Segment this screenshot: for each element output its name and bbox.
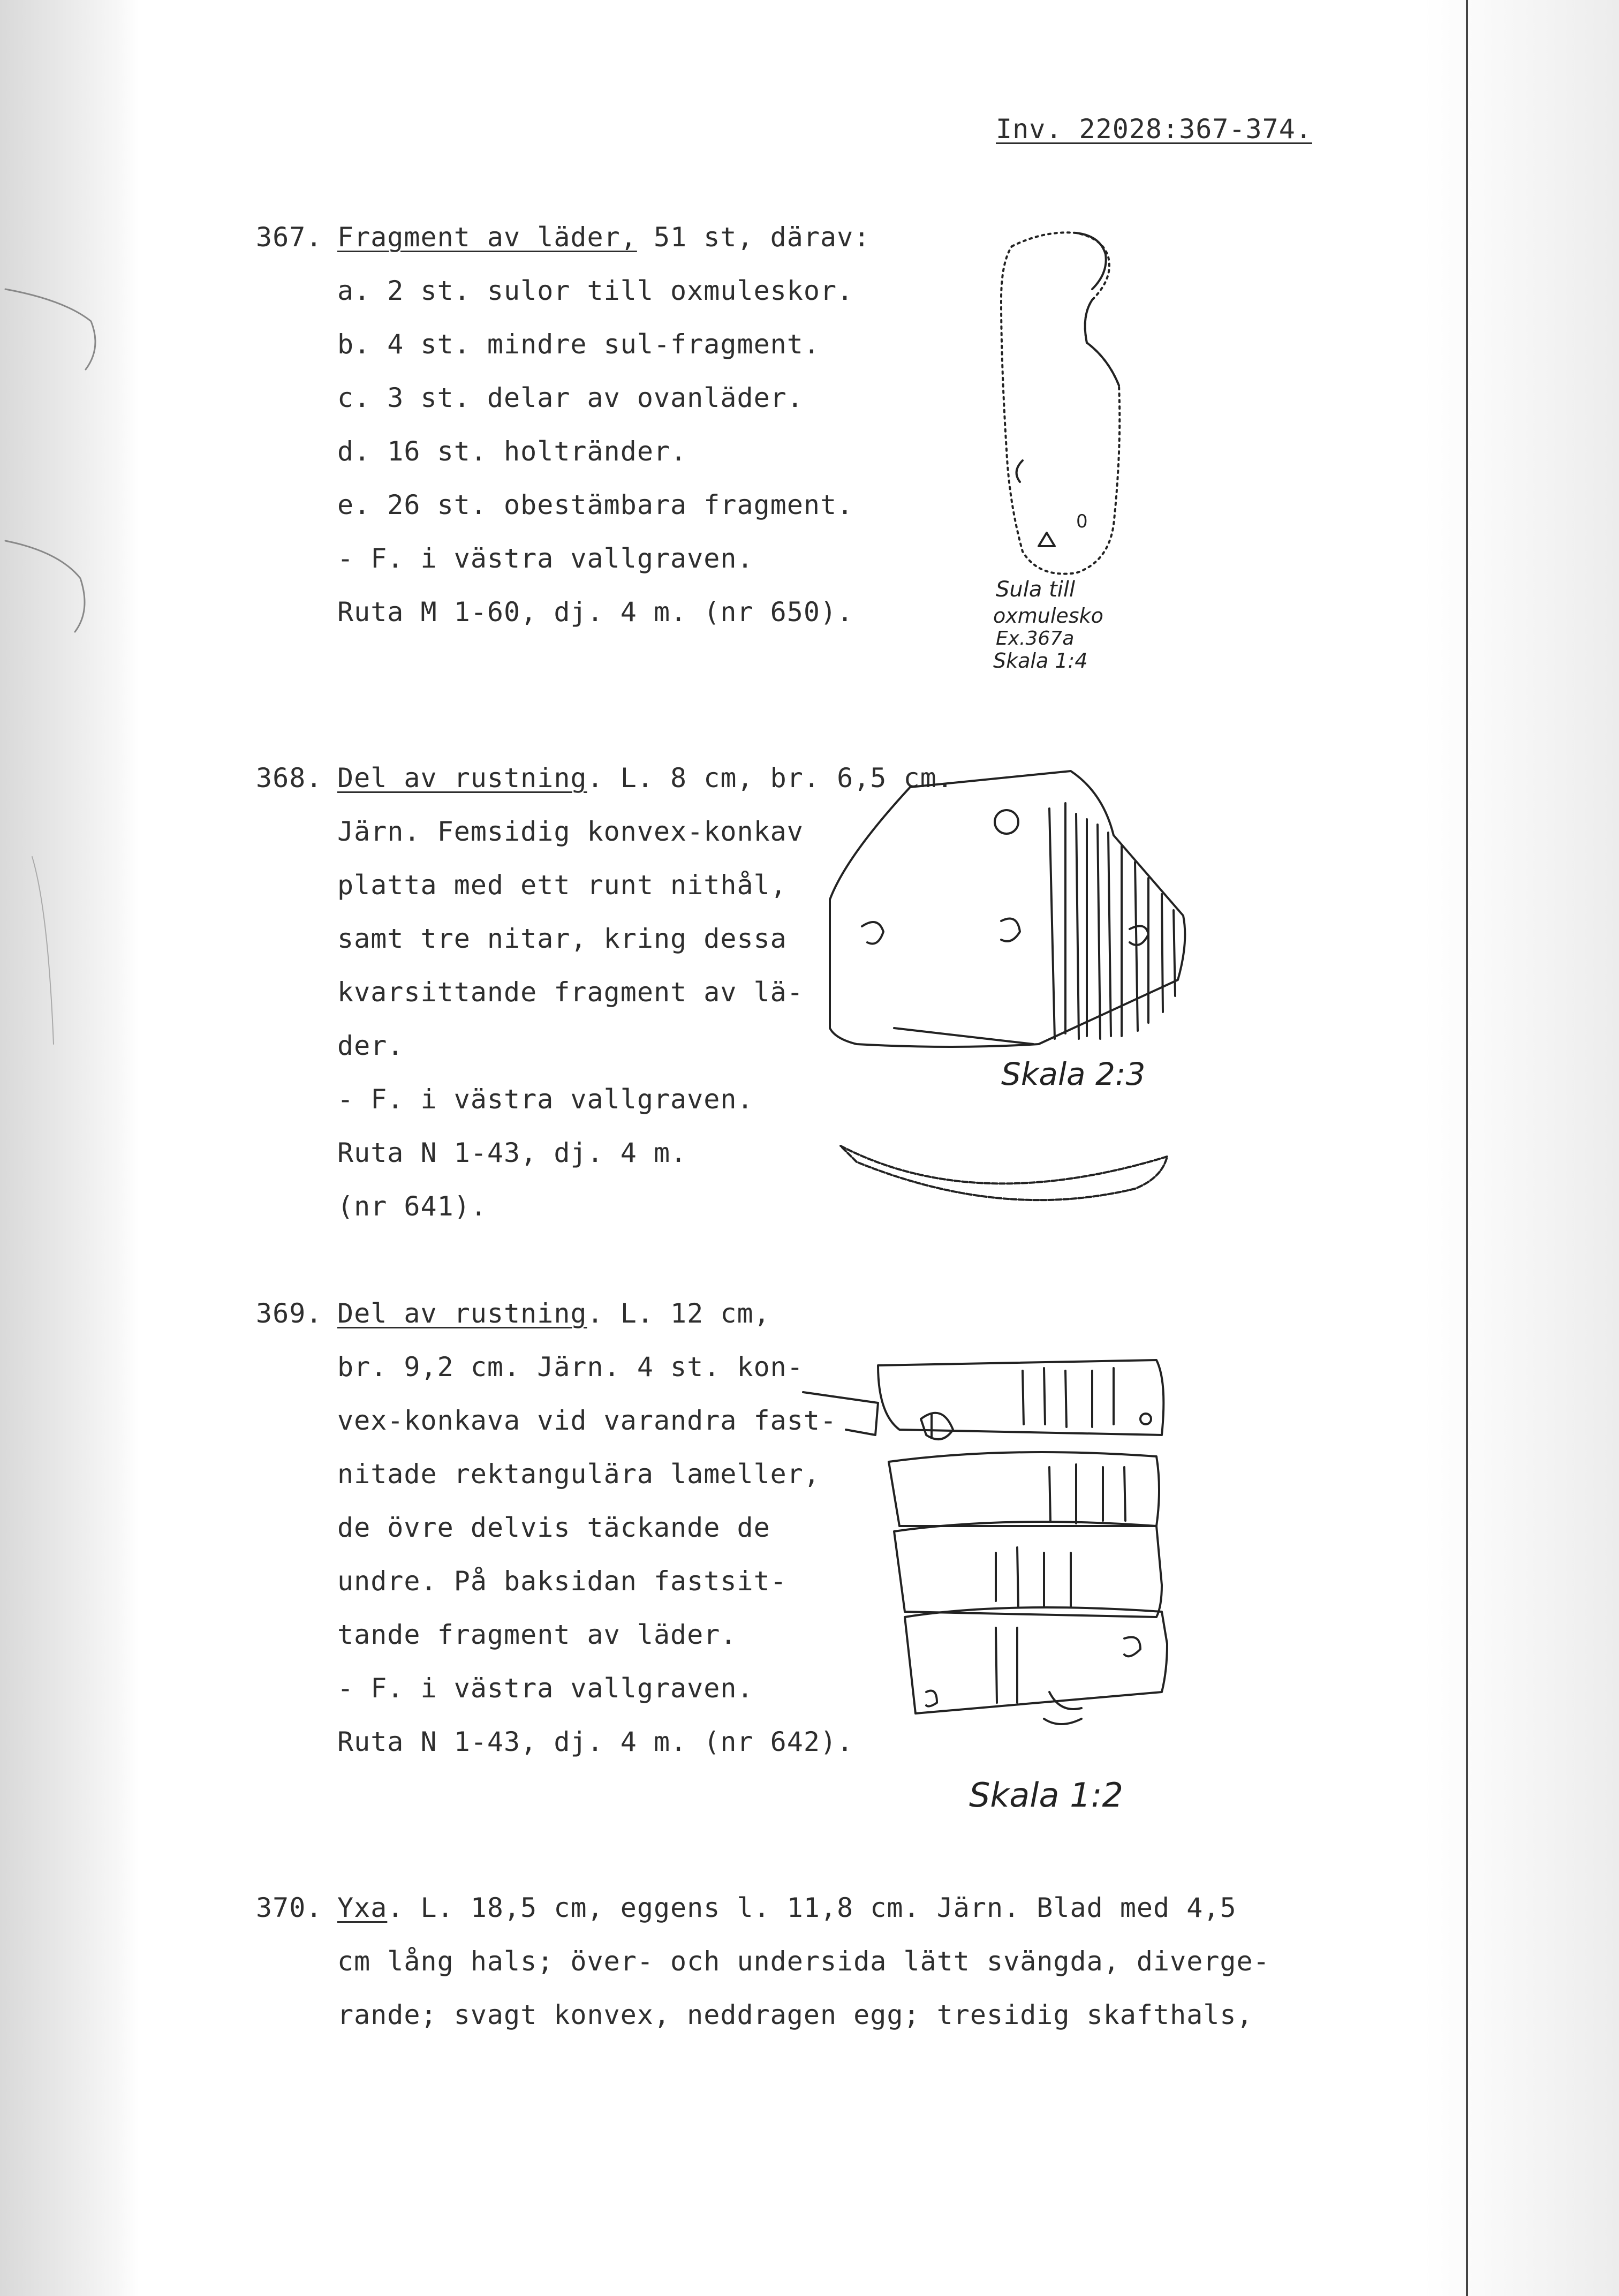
entry-number: 369. <box>256 1298 323 1329</box>
entry-line: - F. i västra vallgraven. <box>337 543 754 574</box>
entry-line: samt tre nitar, kring dessa <box>337 923 787 954</box>
entry-line: cm lång hals; över- och undersida lätt svängda, diverge- <box>337 1946 1270 1977</box>
lamellar-armour-drawing <box>792 1349 1199 1778</box>
figure-caption: Skala 1:4 <box>993 649 1088 673</box>
entry-line: Ruta N 1-43, dj. 4 m. (nr 642). <box>337 1726 854 1757</box>
entry-line: c. 3 st. delar av ovanläder. <box>337 382 804 413</box>
entry-line: (nr 641). <box>337 1191 487 1222</box>
inventory-number: Inv. 22028:367-374. <box>996 114 1312 145</box>
entry-line: - F. i västra vallgraven. <box>337 1084 754 1115</box>
entry-title: Del av rustning <box>337 762 587 794</box>
entry-line: d. 16 st. holtränder. <box>337 436 687 467</box>
shoe-sole-drawing <box>980 225 1151 600</box>
entry-line: a. 2 st. sulor till oxmuleskor. <box>337 275 854 306</box>
entry-title: Del av rustning <box>337 1298 587 1329</box>
entry-line: e. 26 st. obestämbara fragment. <box>337 489 854 520</box>
entry-title: Yxa <box>337 1892 388 1923</box>
entry-line: undre. På baksidan fastsit- <box>337 1566 787 1597</box>
entry-line: rande; svagt konvex, neddragen egg; tresidig skafthals, <box>337 1999 1253 2030</box>
figure-caption: Skala 1:2 <box>969 1776 1123 1815</box>
book-spine-shadow <box>1424 0 1619 2296</box>
entry-heading <box>337 222 870 253</box>
entry-line: kvarsittande fragment av lä- <box>337 977 804 1008</box>
entry-title-rest: 51 st, därav: <box>637 222 871 253</box>
entry-line: nitade rektangulära lameller, <box>337 1459 820 1490</box>
entry-number: 368. <box>256 762 323 794</box>
entry-title: Fragment av läder, <box>337 222 637 253</box>
figure-caption: Ex.367a <box>996 628 1075 649</box>
entry-number: 370. <box>256 1892 323 1923</box>
entry-heading <box>337 1298 770 1329</box>
entry-line: Ruta M 1-60, dj. 4 m. (nr 650). <box>337 596 854 628</box>
page-edge-line <box>1466 0 1468 2296</box>
figure-caption: Skala 2:3 <box>1001 1056 1146 1092</box>
entry-line: br. 9,2 cm. Järn. 4 st. kon- <box>337 1351 804 1383</box>
entry-line: tande fragment av läder. <box>337 1619 737 1650</box>
entry-line: vex-konkava vid varandra fast- <box>337 1405 837 1436</box>
entry-number: 367. <box>256 222 323 253</box>
entry-line: de övre delvis täckande de <box>337 1512 770 1543</box>
entry-title-rest: . L. 8 cm, br. 6,5 cm. <box>587 762 954 794</box>
entry-line: der. <box>337 1030 404 1061</box>
svg-text:0: 0 <box>1076 511 1088 532</box>
figure-caption: oxmulesko <box>993 604 1103 628</box>
armour-plate-drawing <box>814 771 1199 1232</box>
entry-title-rest: . L. 18,5 cm, eggens l. 11,8 cm. Järn. Blad med 4,5 <box>387 1892 1237 1923</box>
entry-line: Ruta N 1-43, dj. 4 m. <box>337 1137 687 1168</box>
facing-page-marks <box>0 0 139 2296</box>
entry-line: platta med ett runt nithål, <box>337 870 787 901</box>
entry-heading <box>337 1892 1237 1923</box>
entry-line: - F. i västra vallgraven. <box>337 1673 754 1704</box>
entry-line: b. 4 st. mindre sul-fragment. <box>337 329 820 360</box>
entry-title-rest: . L. 12 cm, <box>587 1298 770 1329</box>
figure-caption: Sula till <box>996 577 1076 602</box>
entry-line: Järn. Femsidig konvex-konkav <box>337 816 804 847</box>
